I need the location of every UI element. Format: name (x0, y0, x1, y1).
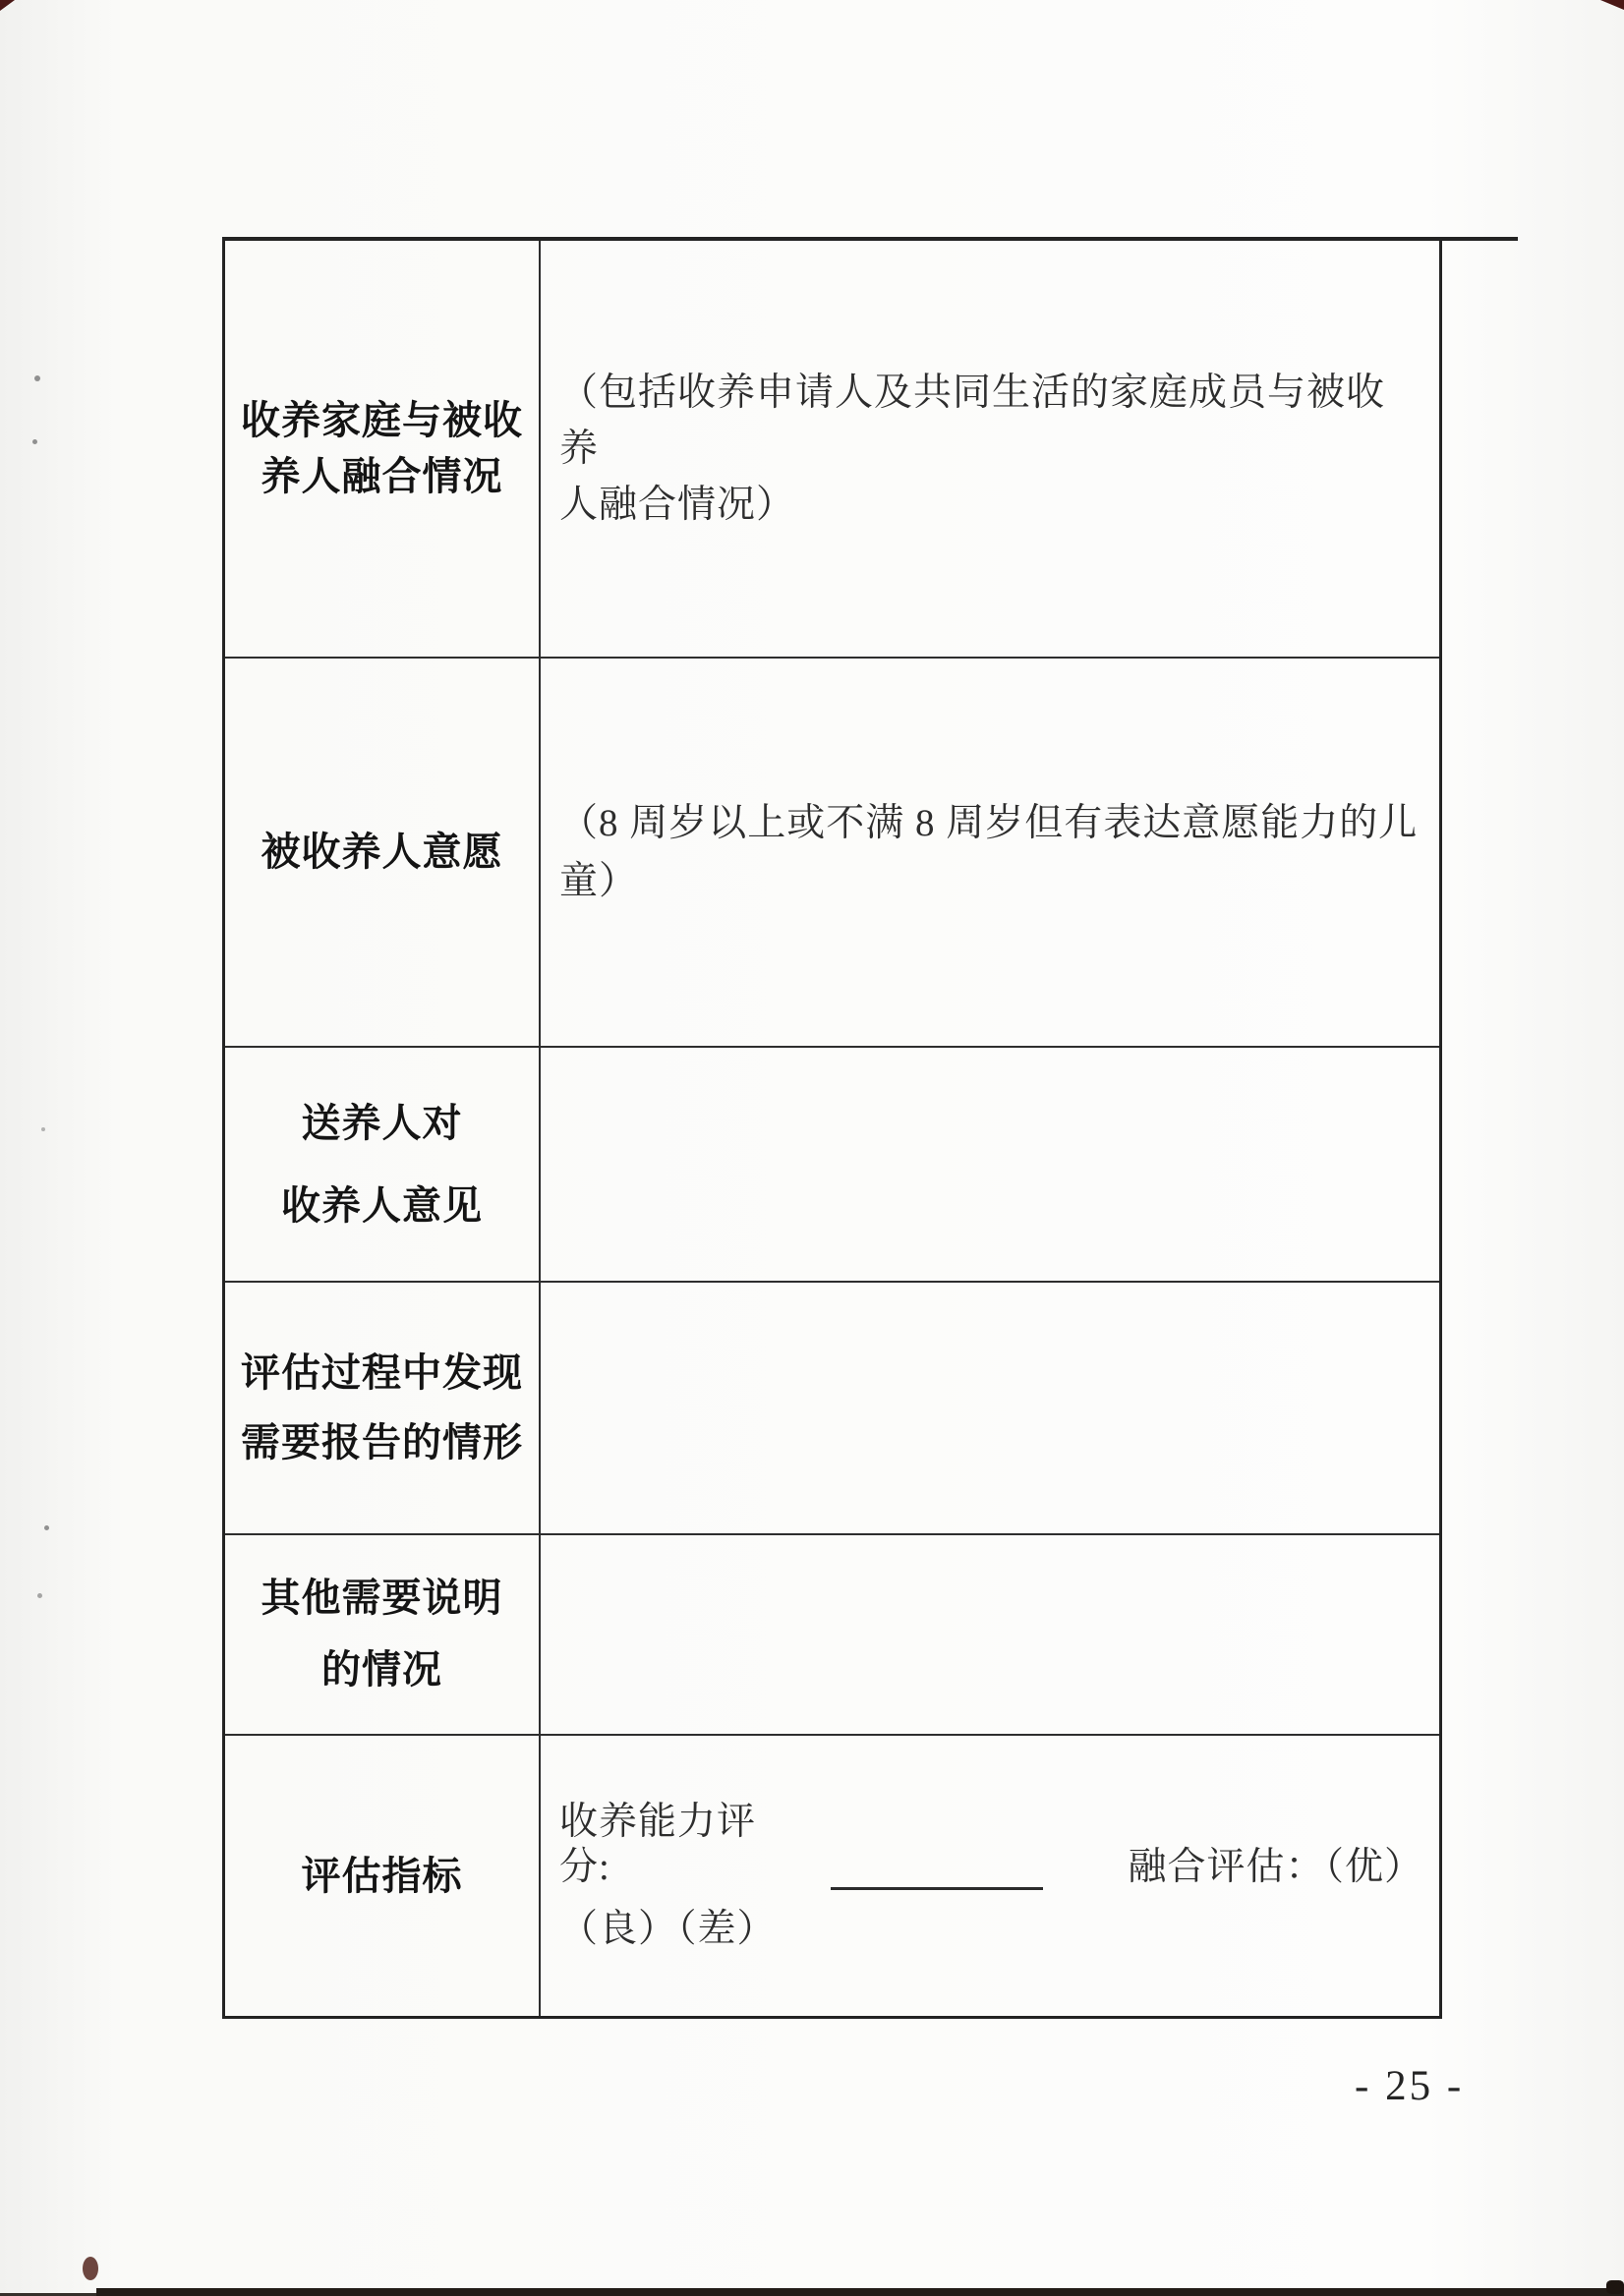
row-label-line: 的情况 (321, 1648, 442, 1692)
table-row-reportable-findings (225, 1283, 1439, 1535)
row-label-cell (225, 1535, 541, 1734)
row-label-cell (225, 1048, 541, 1281)
grade-options-line: （良）（差） (559, 1908, 777, 1950)
table-row-placer-opinion (225, 1048, 1439, 1283)
row-label-line: 养人融合情况 (261, 454, 503, 498)
page-number: - 25 - (1355, 2063, 1465, 2109)
scan-blemish (83, 2257, 98, 2280)
table-row-family-integration (225, 241, 1439, 659)
row-label-line: 收养家庭与被收 (241, 398, 523, 442)
score-line (559, 1800, 1423, 1890)
row-content-line: （包括收养申请人及共同生活的家庭成员与被收养 (559, 372, 1386, 470)
row-content-line: 人融合情况） (559, 484, 796, 526)
row-label-cell (225, 659, 541, 1046)
scan-blemish (1606, 2280, 1624, 2294)
scan-speck (41, 1127, 45, 1131)
row-label-cell (225, 241, 541, 657)
scan-edge-shadow (96, 2288, 1624, 2296)
table-row-evaluation-indicators (225, 1736, 1439, 2016)
row-content-cell (541, 1736, 1439, 2016)
row-content-line: （8 周岁以上或不满 8 周岁但有表达意愿能力的儿 (559, 802, 1419, 844)
scan-corner-mark (0, 0, 15, 11)
row-label-line: 送养人对 (301, 1101, 463, 1145)
adoption-evaluation-table (222, 237, 1442, 2019)
row-label-line: 需要报告的情形 (241, 1420, 523, 1464)
row-content-line: 童） (559, 860, 639, 902)
score-blank-line (831, 1852, 1044, 1890)
fusion-evaluation-label: 融合评估：（优） (1128, 1846, 1423, 1888)
adoption-capability-score-label: 收养能力评分: (559, 1801, 757, 1888)
row-label-cell (225, 1736, 541, 2016)
scan-speck (34, 375, 40, 381)
table-top-border-overshoot (1439, 237, 1518, 241)
row-label-line: 收养人意见 (281, 1183, 483, 1228)
row-content-cell (541, 241, 1439, 657)
row-content-cell (541, 1535, 1439, 1734)
row-label-line: 评估指标 (301, 1854, 463, 1898)
scan-speck (44, 1525, 49, 1530)
row-label-line: 评估过程中发现 (241, 1350, 523, 1395)
table-row-adoptee-wishes (225, 659, 1439, 1048)
row-label-line: 被收养人意愿 (261, 831, 503, 874)
scan-corner-mark (1600, 0, 1624, 10)
row-content-cell (541, 1048, 1439, 1281)
row-label-line: 其他需要说明 (261, 1577, 503, 1620)
row-label-cell (225, 1283, 541, 1533)
row-content-cell (541, 659, 1439, 1046)
row-content-cell (541, 1283, 1439, 1533)
scan-speck (32, 439, 37, 444)
table-row-other-notes (225, 1535, 1439, 1736)
scan-speck (37, 1593, 42, 1598)
evaluation-indicators-block (559, 1800, 1423, 1952)
